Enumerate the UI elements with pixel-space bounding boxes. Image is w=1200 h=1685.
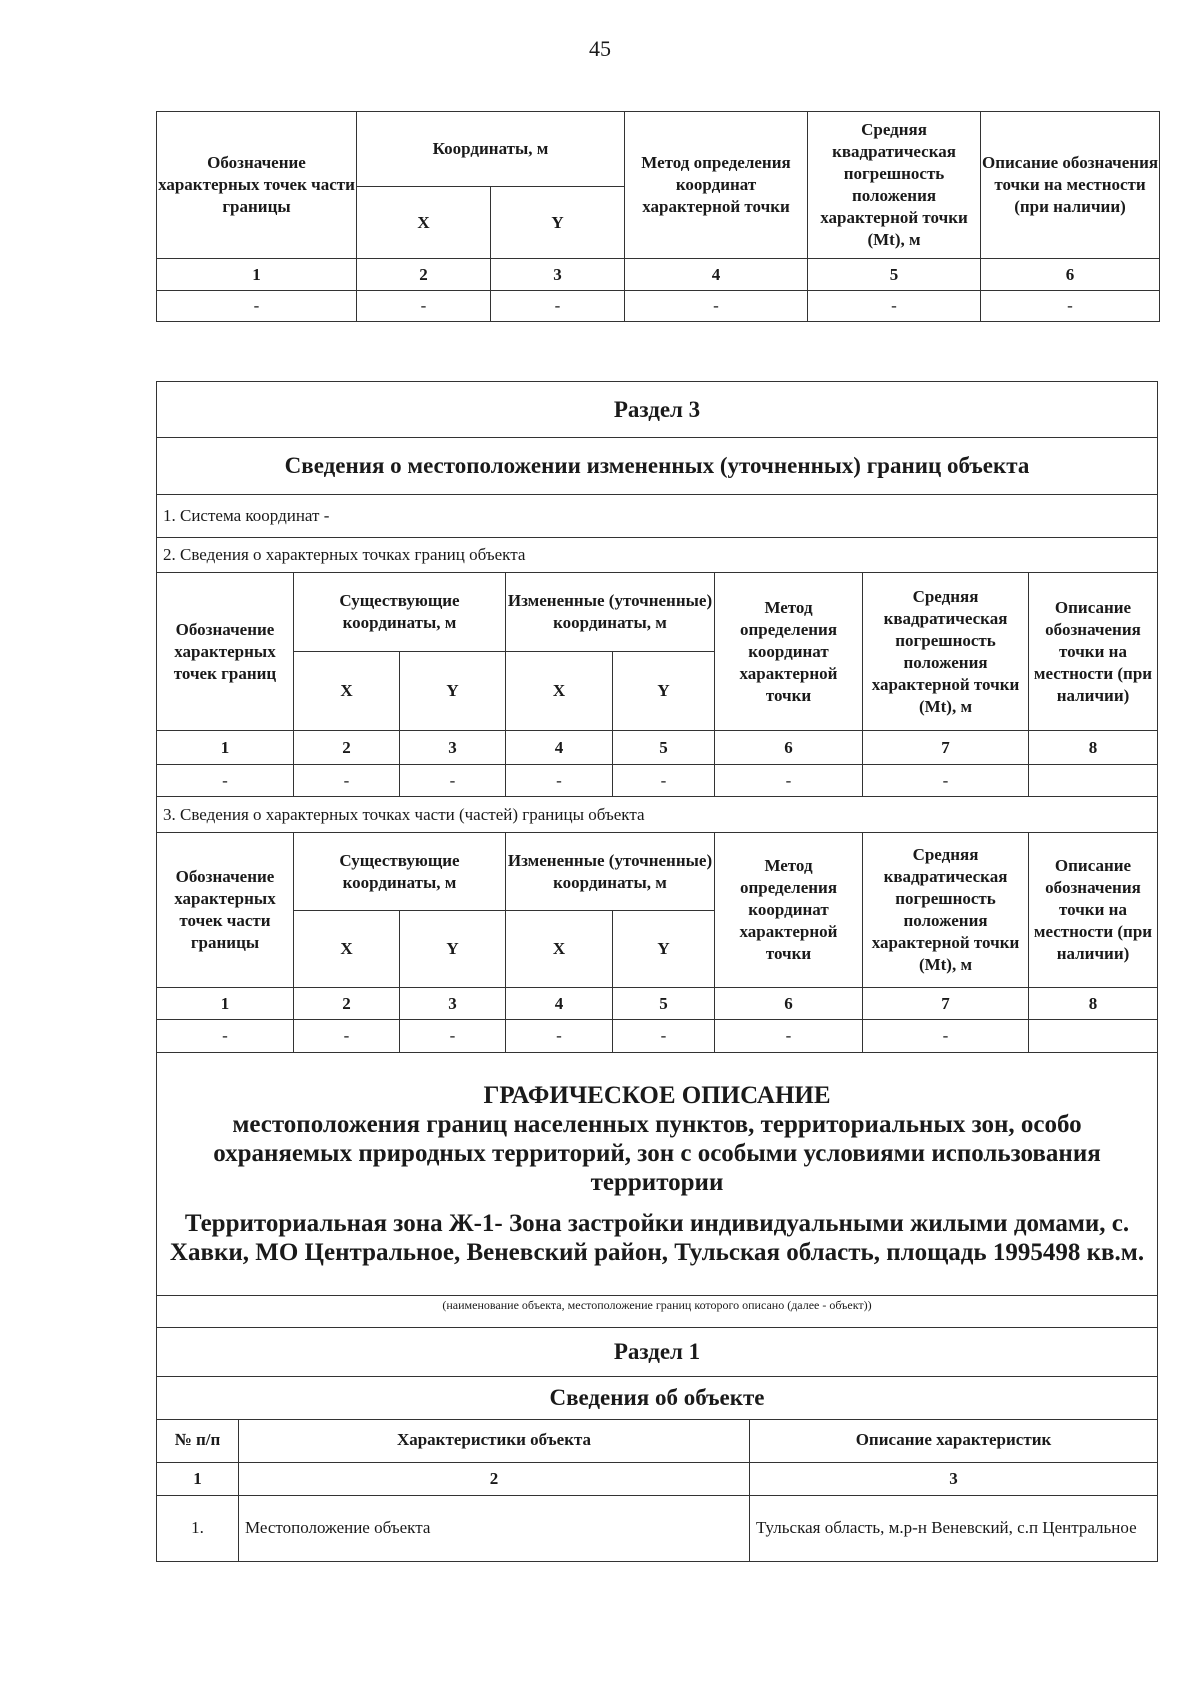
cell: -: [400, 1020, 506, 1053]
header-x: X: [294, 652, 400, 731]
col-num: 7: [863, 731, 1029, 765]
table-row: [157, 765, 1158, 797]
cell: -: [613, 1020, 715, 1053]
column-numbers-row: [157, 988, 1158, 1020]
col-num: 2: [357, 259, 491, 291]
section1-subtitle: Сведения об объекте: [157, 1377, 1158, 1420]
row-number: 1.: [157, 1495, 239, 1561]
header-changed-coords: Измененные (уточненные) координаты, м: [506, 573, 715, 652]
header-existing-coords: Существующие координаты, м: [294, 573, 506, 652]
col-num: 3: [400, 988, 506, 1020]
cell: -: [157, 1020, 294, 1053]
header-method: Метод определения координат характерной точки: [625, 112, 808, 259]
col-num: 5: [613, 731, 715, 765]
header-mt: Средняя квадратическая погрешность положения характерной точки (Mt), м: [863, 573, 1029, 731]
column-numbers-row: [157, 1462, 1158, 1495]
header-characteristics: Характеристики объекта: [239, 1419, 750, 1462]
col-num: 1: [157, 1462, 239, 1495]
table-row: [157, 291, 1160, 322]
object-name: Территориальная зона Ж-1- Зона застройки индивидуальными жилыми домами, с. Хавки, МО Центральное, Веневский район, Тульская область, площадь 1995498 кв.м.: [169, 1210, 1145, 1266]
cell: -: [981, 291, 1160, 322]
characteristic: Местоположение объекта: [239, 1495, 750, 1561]
graphic-heading: ГРАФИЧЕСКОЕ ОПИСАНИЕ: [483, 1082, 831, 1109]
col-num: 1: [157, 988, 294, 1020]
section3-table: [156, 381, 1158, 1420]
graphic-description-block: [157, 1053, 1158, 1296]
cell: [1029, 1020, 1158, 1053]
cell: -: [491, 291, 625, 322]
cell: -: [157, 765, 294, 797]
cell: [1029, 765, 1158, 797]
cell: -: [863, 1020, 1029, 1053]
header-y: Y: [491, 187, 625, 259]
header-designation: Обозначение характерных точек границ: [157, 573, 294, 731]
part2-label: 2. Сведения о характерных точках границ объекта: [157, 538, 1158, 573]
header-description: Описание характеристик: [750, 1419, 1158, 1462]
col-num: 6: [715, 731, 863, 765]
col-num: 4: [506, 988, 613, 1020]
cell: -: [294, 765, 400, 797]
cell: -: [157, 291, 357, 322]
col-num: 8: [1029, 731, 1158, 765]
cell: -: [625, 291, 808, 322]
header-method: Метод определения координат характерной точки: [715, 573, 863, 731]
header-coordinates: Координаты, м: [357, 112, 625, 187]
page-number: 45: [589, 36, 611, 61]
object-info-table: [156, 1419, 1158, 1562]
header-designation: Обозначение характерных точек части границы: [157, 112, 357, 259]
col-num: 6: [981, 259, 1160, 291]
column-numbers-row: [157, 259, 1160, 291]
header-method: Метод определения координат характерной точки: [715, 833, 863, 988]
cell: -: [715, 1020, 863, 1053]
cell: -: [400, 765, 506, 797]
section1-title: Раздел 1: [157, 1328, 1158, 1377]
header-description: Описание обозначения точки на местности (при наличии): [1029, 833, 1158, 988]
col-num: 7: [863, 988, 1029, 1020]
cell: -: [863, 765, 1029, 797]
cell: -: [506, 765, 613, 797]
column-numbers-row: [157, 731, 1158, 765]
header-x: X: [294, 911, 400, 988]
header-existing-coords: Существующие координаты, м: [294, 833, 506, 911]
header-x: X: [506, 652, 613, 731]
col-num: 2: [294, 731, 400, 765]
col-num: 3: [400, 731, 506, 765]
col-num: 2: [239, 1462, 750, 1495]
header-description: Описание обозначения точки на местности (при наличии): [981, 112, 1160, 259]
col-num: 5: [613, 988, 715, 1020]
boundary-part-points-table: [156, 111, 1160, 322]
cell: -: [506, 1020, 613, 1053]
col-num: 8: [1029, 988, 1158, 1020]
header-mt: Средняя квадратическая погрешность положения характерной точки (Mt), м: [863, 833, 1029, 988]
header-number: № п/п: [157, 1419, 239, 1462]
cell: -: [294, 1020, 400, 1053]
header-designation: Обозначение характерных точек части границы: [157, 833, 294, 988]
header-y: Y: [613, 652, 715, 731]
col-num: 3: [491, 259, 625, 291]
col-num: 4: [506, 731, 613, 765]
cell: -: [613, 765, 715, 797]
col-num: 6: [715, 988, 863, 1020]
cell: -: [715, 765, 863, 797]
object-name-note: (наименование объекта, местоположение границ которого описано (далее - объект)): [157, 1296, 1158, 1328]
section3-subtitle: Сведения о местоположении измененных (уточненных) границ объекта: [157, 438, 1158, 495]
col-num: 4: [625, 259, 808, 291]
header-x: X: [506, 911, 613, 988]
col-num: 2: [294, 988, 400, 1020]
graphic-subheading: местоположения границ населенных пунктов, территориальных зон, особо охраняемых природных территорий, зон с особыми условиями использования территории: [213, 1111, 1101, 1196]
part3-label: 3. Сведения о характерных точках части (частей) границы объекта: [157, 797, 1158, 833]
header-x: X: [357, 187, 491, 259]
header-y: Y: [400, 652, 506, 731]
section3-title: Раздел 3: [157, 382, 1158, 438]
col-num: 3: [750, 1462, 1158, 1495]
cell: -: [808, 291, 981, 322]
cell: -: [357, 291, 491, 322]
table-row: [157, 1020, 1158, 1053]
coord-system: 1. Система координат -: [157, 495, 1158, 538]
header-y: Y: [613, 911, 715, 988]
col-num: 5: [808, 259, 981, 291]
col-num: 1: [157, 731, 294, 765]
table-row: [157, 1495, 1158, 1561]
header-description: Описание обозначения точки на местности (при наличии): [1029, 573, 1158, 731]
header-mt: Средняя квадратическая погрешность положения характерной точки (Mt), м: [808, 112, 981, 259]
characteristic-value: Тульская область, м.р-н Веневский, с.п Центральное: [750, 1495, 1158, 1561]
header-changed-coords: Измененные (уточненные) координаты, м: [506, 833, 715, 911]
header-y: Y: [400, 911, 506, 988]
col-num: 1: [157, 259, 357, 291]
